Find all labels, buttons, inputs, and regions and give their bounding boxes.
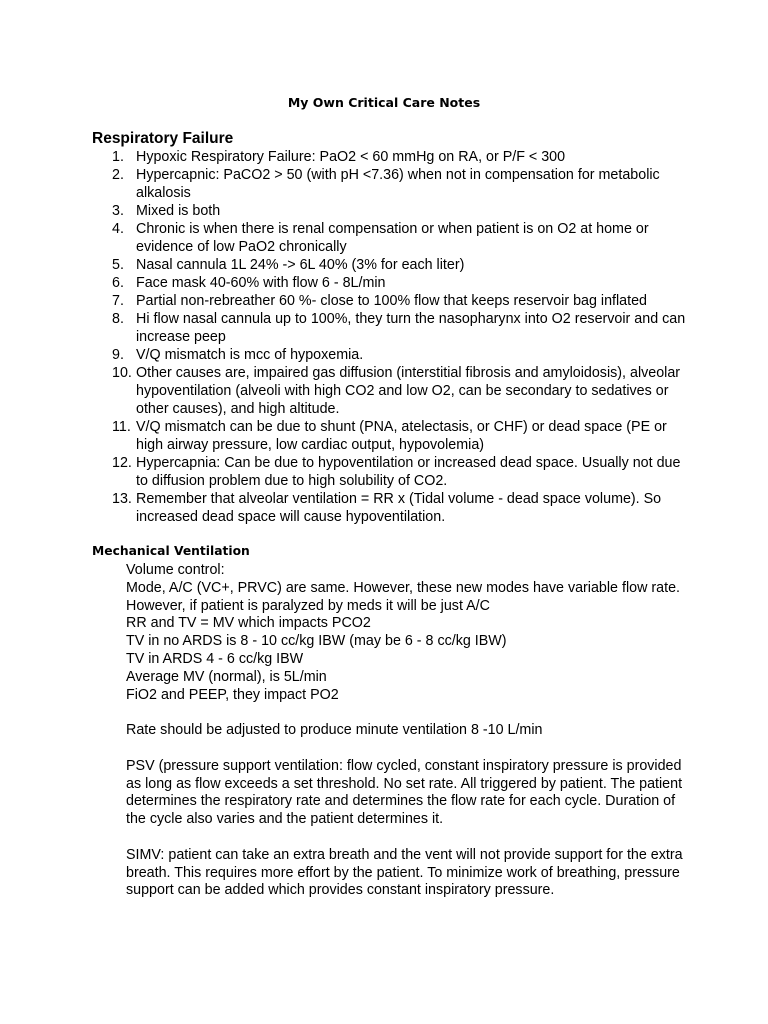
paragraph-spacer [126, 704, 686, 722]
list-item-text: Nasal cannula 1L 24% -> 6L 40% (3% for each liter) [136, 257, 465, 273]
simv-paragraph: SIMV: patient can take an extra breath and the vent will not provide support for the extra breath. This requires more effort by the patient. To minimize work of breathing, pressure support can be added which provides constant inspiratory pressure. [126, 846, 683, 899]
list-item-number: 13. [112, 491, 132, 507]
list-item-text: Other causes are, impaired gas diffusion (interstitial fibrosis and amyloidosis), alveolar hypoventilation (alveoli with high CO2 and low O2, can be secondary to sedatives or other causes), and high altitude. [136, 365, 681, 417]
mechanical-ventilation-body [126, 562, 686, 900]
rate-note: Rate should be adjusted to produce minute ventilation 8 -10 L/min [126, 722, 543, 739]
section-heading-mechanical-ventilation: Mechanical Ventilation [92, 544, 250, 558]
paragraph-spacer [126, 829, 686, 847]
page-title: My Own Critical Care Notes [287, 95, 481, 110]
list-item-text: Hypoxic Respiratory Failure: PaO2 < 60 mmHg on RA, or P/F < 300 [136, 149, 566, 165]
list-item [0, 202, 768, 220]
list-item [0, 310, 768, 346]
volume-control-mode: Mode, A/C (VC+, PRVC) are same. However, these new modes have variable flow rate. However, if patient is paralyzed by meds it will be just A/C [126, 579, 680, 614]
list-item [0, 418, 768, 454]
list-item-text: Hi flow nasal cannula up to 100%, they turn the nasopharynx into O2 reservoir and can increase peep [136, 311, 686, 345]
list-item [0, 454, 768, 490]
list-item-number: 4. [112, 221, 124, 237]
volume-control-average-mv: Average MV (normal), is 5L/min [126, 668, 327, 685]
list-item-text: Chronic is when there is renal compensation or when patient is on O2 at home or evidence of low PaO2 chronically [136, 221, 649, 255]
list-item-text: V/Q mismatch can be due to shunt (PNA, atelectasis, or CHF) or dead space (PE or high airway pressure, low cardiac output, hypovolemia) [136, 419, 667, 453]
volume-control-label: Volume control: [126, 562, 225, 578]
list-item [0, 220, 768, 256]
list-item-number: 7. [112, 293, 124, 309]
paragraph-spacer [126, 740, 686, 758]
list-item-text: Remember that alveolar ventilation = RR x (Tidal volume - dead space volume). So increased dead space will cause hypoventilation. [136, 491, 662, 525]
list-item-text: Face mask 40-60% with flow 6 - 8L/min [136, 275, 386, 291]
list-item-number: 8. [112, 311, 124, 327]
list-item [0, 346, 768, 364]
volume-control-rr-tv: RR and TV = MV which impacts PCO2 [126, 615, 371, 632]
list-item-text: Mixed is both [136, 203, 221, 219]
list-item-number: 5. [112, 257, 124, 273]
list-item-text: Partial non-rebreather 60 %- close to 100% flow that keeps reservoir bag inflated [136, 293, 647, 309]
list-item [0, 364, 768, 418]
volume-control-tv-ards: TV in ARDS 4 - 6 cc/kg IBW [126, 650, 304, 667]
section-heading-respiratory-failure: Respiratory Failure [92, 130, 234, 147]
list-item-text: V/Q mismatch is mcc of hypoxemia. [136, 347, 364, 363]
respiratory-failure-list [0, 148, 768, 526]
list-item-number: 11. [112, 419, 131, 435]
volume-control-tv-no-ards: TV in no ARDS is 8 - 10 cc/kg IBW (may be 6 - 8 cc/kg IBW) [126, 633, 507, 650]
volume-control-fio2-peep: FiO2 and PEEP, they impact PO2 [126, 686, 339, 703]
list-item [0, 148, 768, 166]
psv-paragraph: PSV (pressure support ventilation: flow cycled, constant inspiratory pressure is provided as long as flow exceeds a set threshold. No set rate. All triggered by patient. The patient determines the respiratory rate and determines the flow rate for each cycle. Duration of the cycle also varies and the patient determines it. [126, 757, 683, 828]
list-item-number: 3. [112, 203, 124, 219]
list-item-number: 10. [112, 365, 132, 381]
list-item-text: Hypercapnia: Can be due to hypoventilation or increased dead space. Usually not due to diffusion problem due to high solubility of CO2. [136, 455, 681, 489]
list-item [0, 274, 768, 292]
list-item-number: 9. [112, 347, 124, 363]
list-item-number: 2. [112, 167, 124, 183]
list-item-text: Hypercapnic: PaCO2 > 50 (with pH <7.36) when not in compensation for metabolic alkalosis [136, 167, 660, 201]
list-item [0, 292, 768, 310]
list-item-number: 6. [112, 275, 124, 291]
list-item [0, 256, 768, 274]
list-item [0, 166, 768, 202]
list-item [0, 490, 768, 526]
list-item-number: 1. [112, 149, 124, 165]
list-item-number: 12. [112, 455, 132, 471]
